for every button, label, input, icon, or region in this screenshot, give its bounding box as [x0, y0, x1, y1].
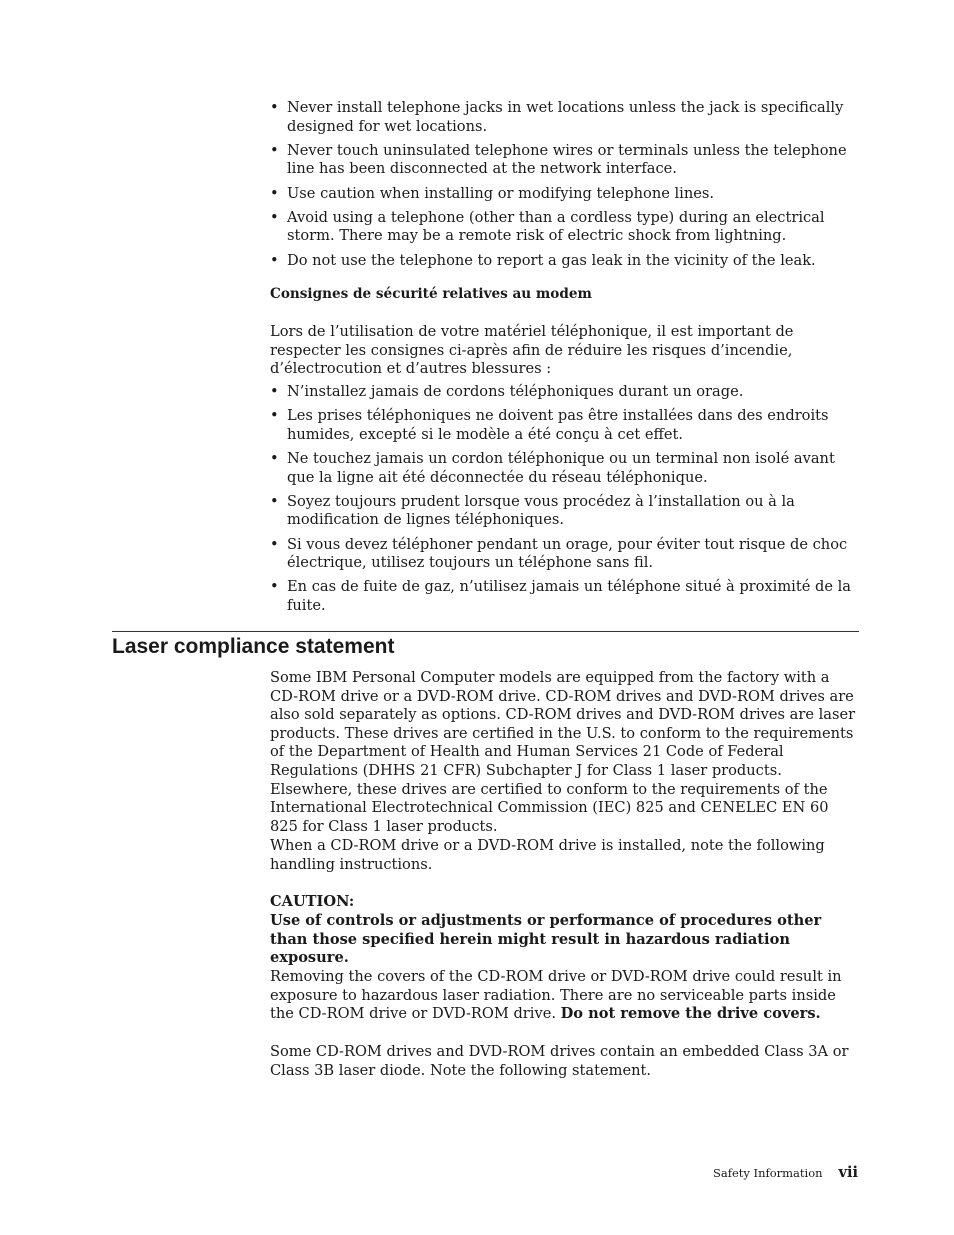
list-item-text: Soyez toujours prudent lorsque vous procédez à l’installation ou à la modification de lignes téléphoniques.: [287, 492, 795, 529]
bullet-glyph: •: [270, 383, 279, 400]
bullet-glyph: •: [270, 184, 279, 202]
bullet-glyph: •: [270, 208, 279, 226]
french-safety-intro: Lors de l’utilisation de votre matériel téléphonique, il est important de respecter les consignes ci-après afin de réduire les risques d’incendie, d’électrocution et d’autres blessures :: [270, 323, 794, 378]
list-item: [270, 407, 860, 444]
caution-label: CAUTION:: [270, 893, 355, 910]
bullet-glyph: •: [270, 535, 279, 553]
bullet-glyph: •: [270, 99, 279, 116]
bullet-glyph: •: [270, 449, 279, 467]
list-item: [270, 209, 860, 246]
list-item: [270, 142, 860, 179]
telephone-safety-list: [270, 99, 860, 276]
page-number: vii: [838, 1164, 858, 1181]
bullet-glyph: •: [270, 578, 279, 596]
list-item-text: Do not use the telephone to report a gas leak in the vicinity of the leak.: [287, 251, 816, 269]
section-title: Laser compliance statement: [112, 635, 395, 658]
french-safety-heading: Consignes de sécurité relatives au modem: [270, 286, 592, 302]
laser-paragraph-4: Some CD-ROM drives and DVD-ROM drives contain an embedded Class 3A or Class 3B laser diode. Note the following statement.: [270, 1043, 849, 1079]
list-item-text: Use caution when installing or modifying telephone lines.: [287, 184, 714, 202]
laser-paragraph-1: Some IBM Personal Computer models are equipped from the factory with a CD-ROM drive or a DVD-ROM drive. CD-ROM drives and DVD-ROM drives are also sold separately as options. CD-ROM drives and DVD-ROM drives are laser products. These drives are certified in the U.S. to conform to the requirements of the Department of Health and Human Services 21 Code of Federal Regulations (DHHS 21 CFR) Subchapter J for Class 1 laser products. Elsewhere, these drives are certified to conform to the requirements of the International Electrotechnical Commission (IEC) 825 and CENELEC EN 60 825 for Class 1 laser products.: [270, 669, 856, 835]
section-divider: [112, 631, 859, 632]
list-item-text: En cas de fuite de gaz, n’utilisez jamais un téléphone situé à proximité de la fuite.: [287, 578, 851, 614]
laser-paragraph-3: [270, 968, 860, 1024]
list-item-text: Never touch uninsulated telephone wires or terminals unless the telephone line has been disconnected at the network interface.: [287, 141, 847, 178]
bullet-glyph: •: [270, 141, 279, 159]
laser-paragraph-2: When a CD-ROM drive or a DVD-ROM drive is installed, note the following handling instructions.: [270, 837, 825, 873]
caution-text: Use of controls or adjustments or performance of procedures other than those specified herein might result in hazardous radiation exposure.: [270, 912, 822, 967]
list-item: [270, 99, 860, 136]
list-item: [270, 493, 860, 530]
list-item-text: Never install telephone jacks in wet locations unless the jack is specifically designed for wet locations.: [287, 99, 844, 135]
page-footer: [713, 1164, 858, 1182]
bullet-glyph: •: [270, 407, 279, 425]
laser-paragraph-3-text: Removing the covers of the CD-ROM drive or DVD-ROM drive could result in exposure to hazardous laser radiation. There are no serviceable parts inside the CD-ROM drive or DVD-ROM drive.: [270, 968, 842, 1023]
list-item-text: Ne touchez jamais un cordon téléphonique ou un terminal non isolé avant que la ligne ait été déconnectée du réseau téléphonique.: [287, 449, 835, 486]
list-item: [270, 252, 860, 271]
list-item-text: Avoid using a telephone (other than a cordless type) during an electrical storm. There may be a remote risk of electric shock from lightning.: [287, 208, 825, 245]
french-safety-list: [270, 383, 860, 621]
list-item-text: N’installez jamais de cordons téléphoniques durant un orage.: [287, 383, 744, 400]
list-item: [270, 450, 860, 487]
footer-section-name: Safety Information: [712, 1166, 823, 1180]
list-item: [270, 383, 860, 402]
laser-paragraph-3-emphasis: Do not remove the drive covers.: [560, 1005, 821, 1023]
list-item-text: Les prises téléphoniques ne doivent pas être installées dans des endroits humides, excepté si le modèle a été conçu à cet effet.: [287, 407, 829, 443]
list-item: [270, 536, 860, 573]
list-item: [270, 185, 860, 204]
bullet-glyph: •: [270, 492, 279, 510]
list-item-text: Si vous devez téléphoner pendant un orage, pour éviter tout risque de choc électrique, utilisez toujours un téléphone sans fil.: [287, 535, 848, 572]
bullet-glyph: •: [270, 251, 279, 269]
list-item: [270, 578, 860, 615]
